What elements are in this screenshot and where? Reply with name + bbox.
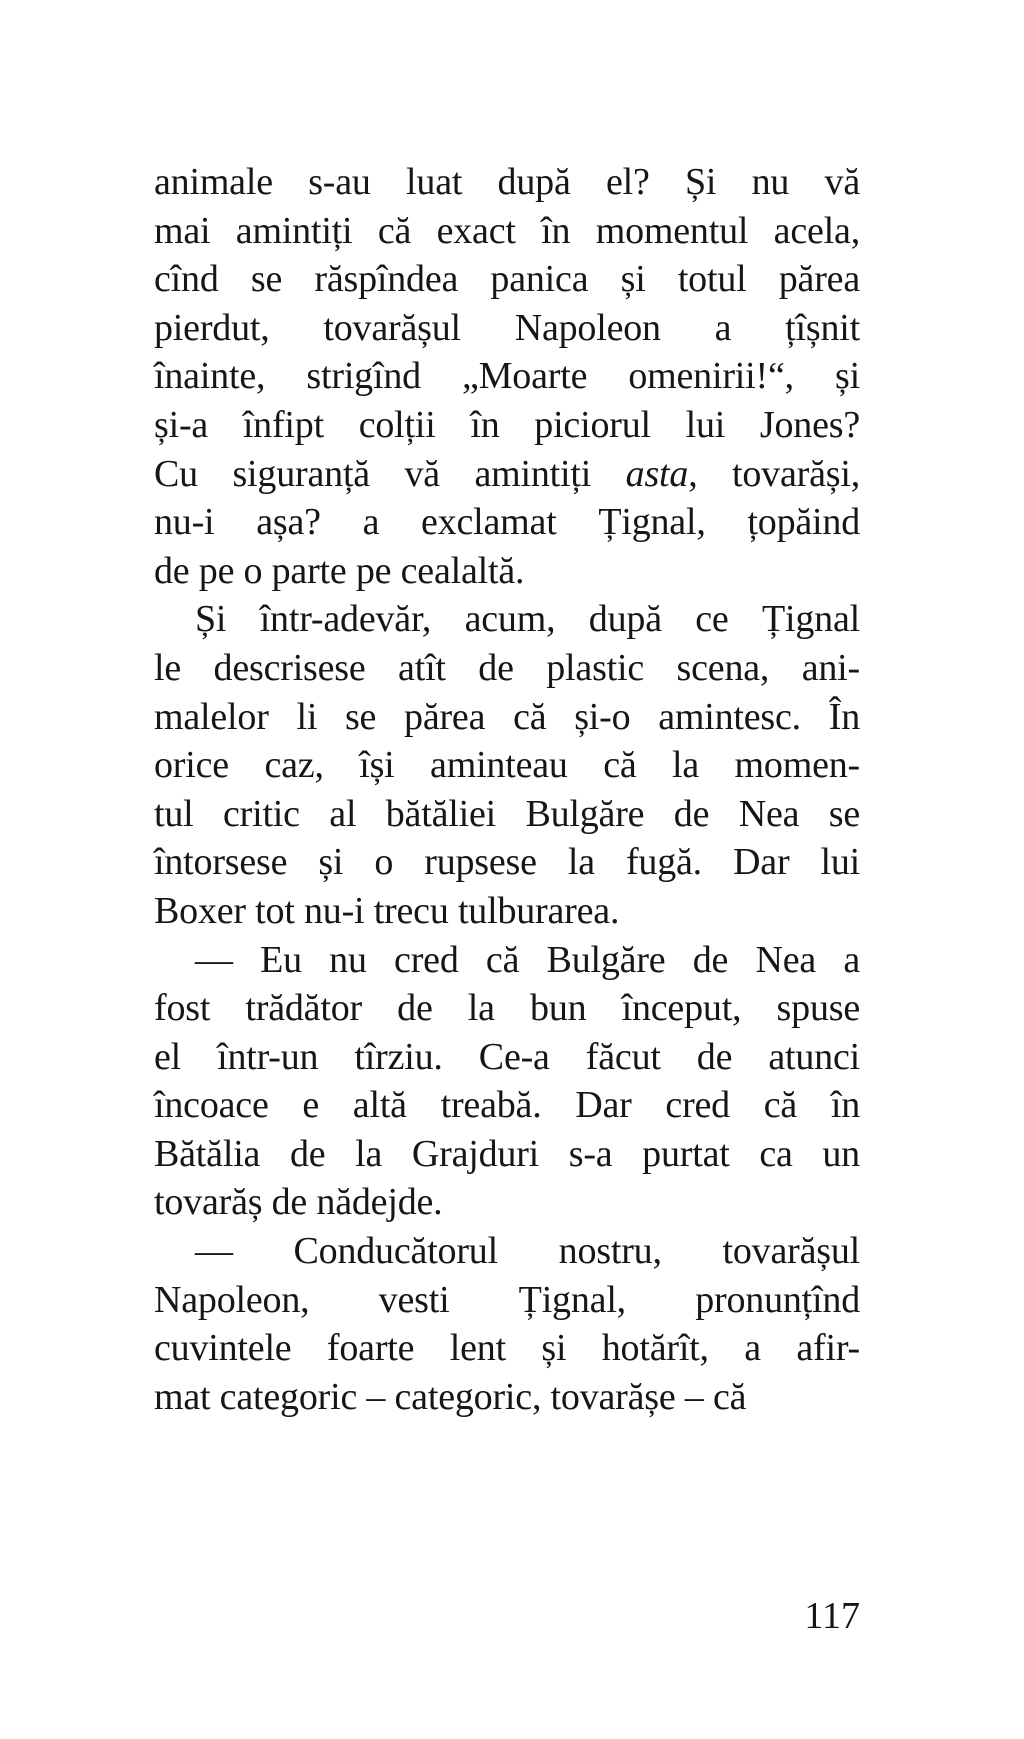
text-line	[154, 1373, 860, 1422]
text-line	[154, 547, 860, 596]
text-segment: mai amintiți că exact în momentul acela,	[154, 209, 860, 252]
text-line	[154, 887, 860, 936]
paragraph	[154, 595, 860, 935]
text-block	[154, 158, 860, 1421]
text-line	[154, 207, 860, 256]
text-line	[154, 1276, 860, 1325]
text-segment: el într-un tîrziu. Ce-a făcut de atunci	[154, 1035, 860, 1078]
text-line	[154, 498, 860, 547]
text-segment: și-a înfipt colții în piciorul lui Jones?	[154, 403, 860, 446]
text-line	[154, 1130, 860, 1179]
text-segment: înainte, strigînd „Moarte omenirii!“, și	[154, 355, 860, 398]
text-line	[154, 936, 860, 985]
text-segment: întorsese și o rupsese la fugă. Dar lui	[154, 841, 860, 884]
text-line	[154, 450, 860, 499]
text-segment: fost trădător de la bun început, spuse	[154, 987, 860, 1030]
text-segment: cînd se răspîndea panica și totul părea	[154, 258, 860, 301]
text-line	[154, 158, 860, 207]
text-segment: încoace e altă treabă. Dar cred că în	[154, 1084, 860, 1127]
text-line	[154, 1227, 860, 1276]
text-line	[154, 352, 860, 401]
text-segment: Boxer tot nu-i trecu tulburarea.	[154, 889, 620, 932]
text-segment: tul critic al bătăliei Bulgăre de Nea se	[154, 792, 860, 835]
text-line	[154, 595, 860, 644]
text-segment: mat categoric – categoric, tovarășe – că	[154, 1375, 747, 1418]
text-line	[154, 304, 860, 353]
text-segment: Bătălia de la Grajduri s-a purtat ca un	[154, 1132, 860, 1175]
text-segment: le descrisese atît de plastic scena, ani-	[154, 646, 860, 689]
text-segment: Și într-adevăr, acum, după ce Țignal	[195, 598, 860, 641]
text-line	[154, 1081, 860, 1130]
text-segment: de pe o parte pe cealaltă.	[154, 549, 525, 592]
paragraph	[154, 158, 860, 595]
text-line	[154, 401, 860, 450]
paragraph	[154, 936, 860, 1228]
text-segment: Cu siguranță vă amintiți	[154, 452, 626, 495]
text-line	[154, 693, 860, 742]
text-segment: pierdut, tovarășul Napoleon a țîșnit	[154, 306, 860, 349]
text-line	[154, 1178, 860, 1227]
text-line	[154, 1324, 860, 1373]
text-segment: orice caz, își aminteau că la momen-	[154, 744, 860, 787]
text-segment: — Conducătorul nostru, tovarășul	[195, 1230, 860, 1273]
text-line	[154, 255, 860, 304]
text-segment: , tovarăși,	[688, 452, 861, 495]
text-line	[154, 984, 860, 1033]
text-segment: — Eu nu cred că Bulgăre de Nea a	[195, 938, 860, 981]
text-segment: malelor li se părea că și-o amintesc. În	[154, 695, 860, 738]
text-line	[154, 741, 860, 790]
text-line	[154, 838, 860, 887]
text-segment: animale s-au luat după el? Și nu vă	[154, 161, 860, 203]
text-line	[154, 1033, 860, 1082]
emphasized-text: asta	[625, 452, 689, 495]
text-segment: cuvintele foarte lent și hotărît, a afir-	[154, 1327, 860, 1370]
paragraph	[154, 1227, 860, 1421]
text-segment: Napoleon, vesti Țignal, pronunțînd	[154, 1278, 860, 1321]
page-number: 117	[804, 1595, 860, 1637]
text-segment: tovarăș de nădejde.	[154, 1181, 443, 1224]
text-line	[154, 790, 860, 839]
text-segment: nu-i așa? a exclamat Țignal, țopăind	[154, 501, 860, 544]
text-line	[154, 644, 860, 693]
